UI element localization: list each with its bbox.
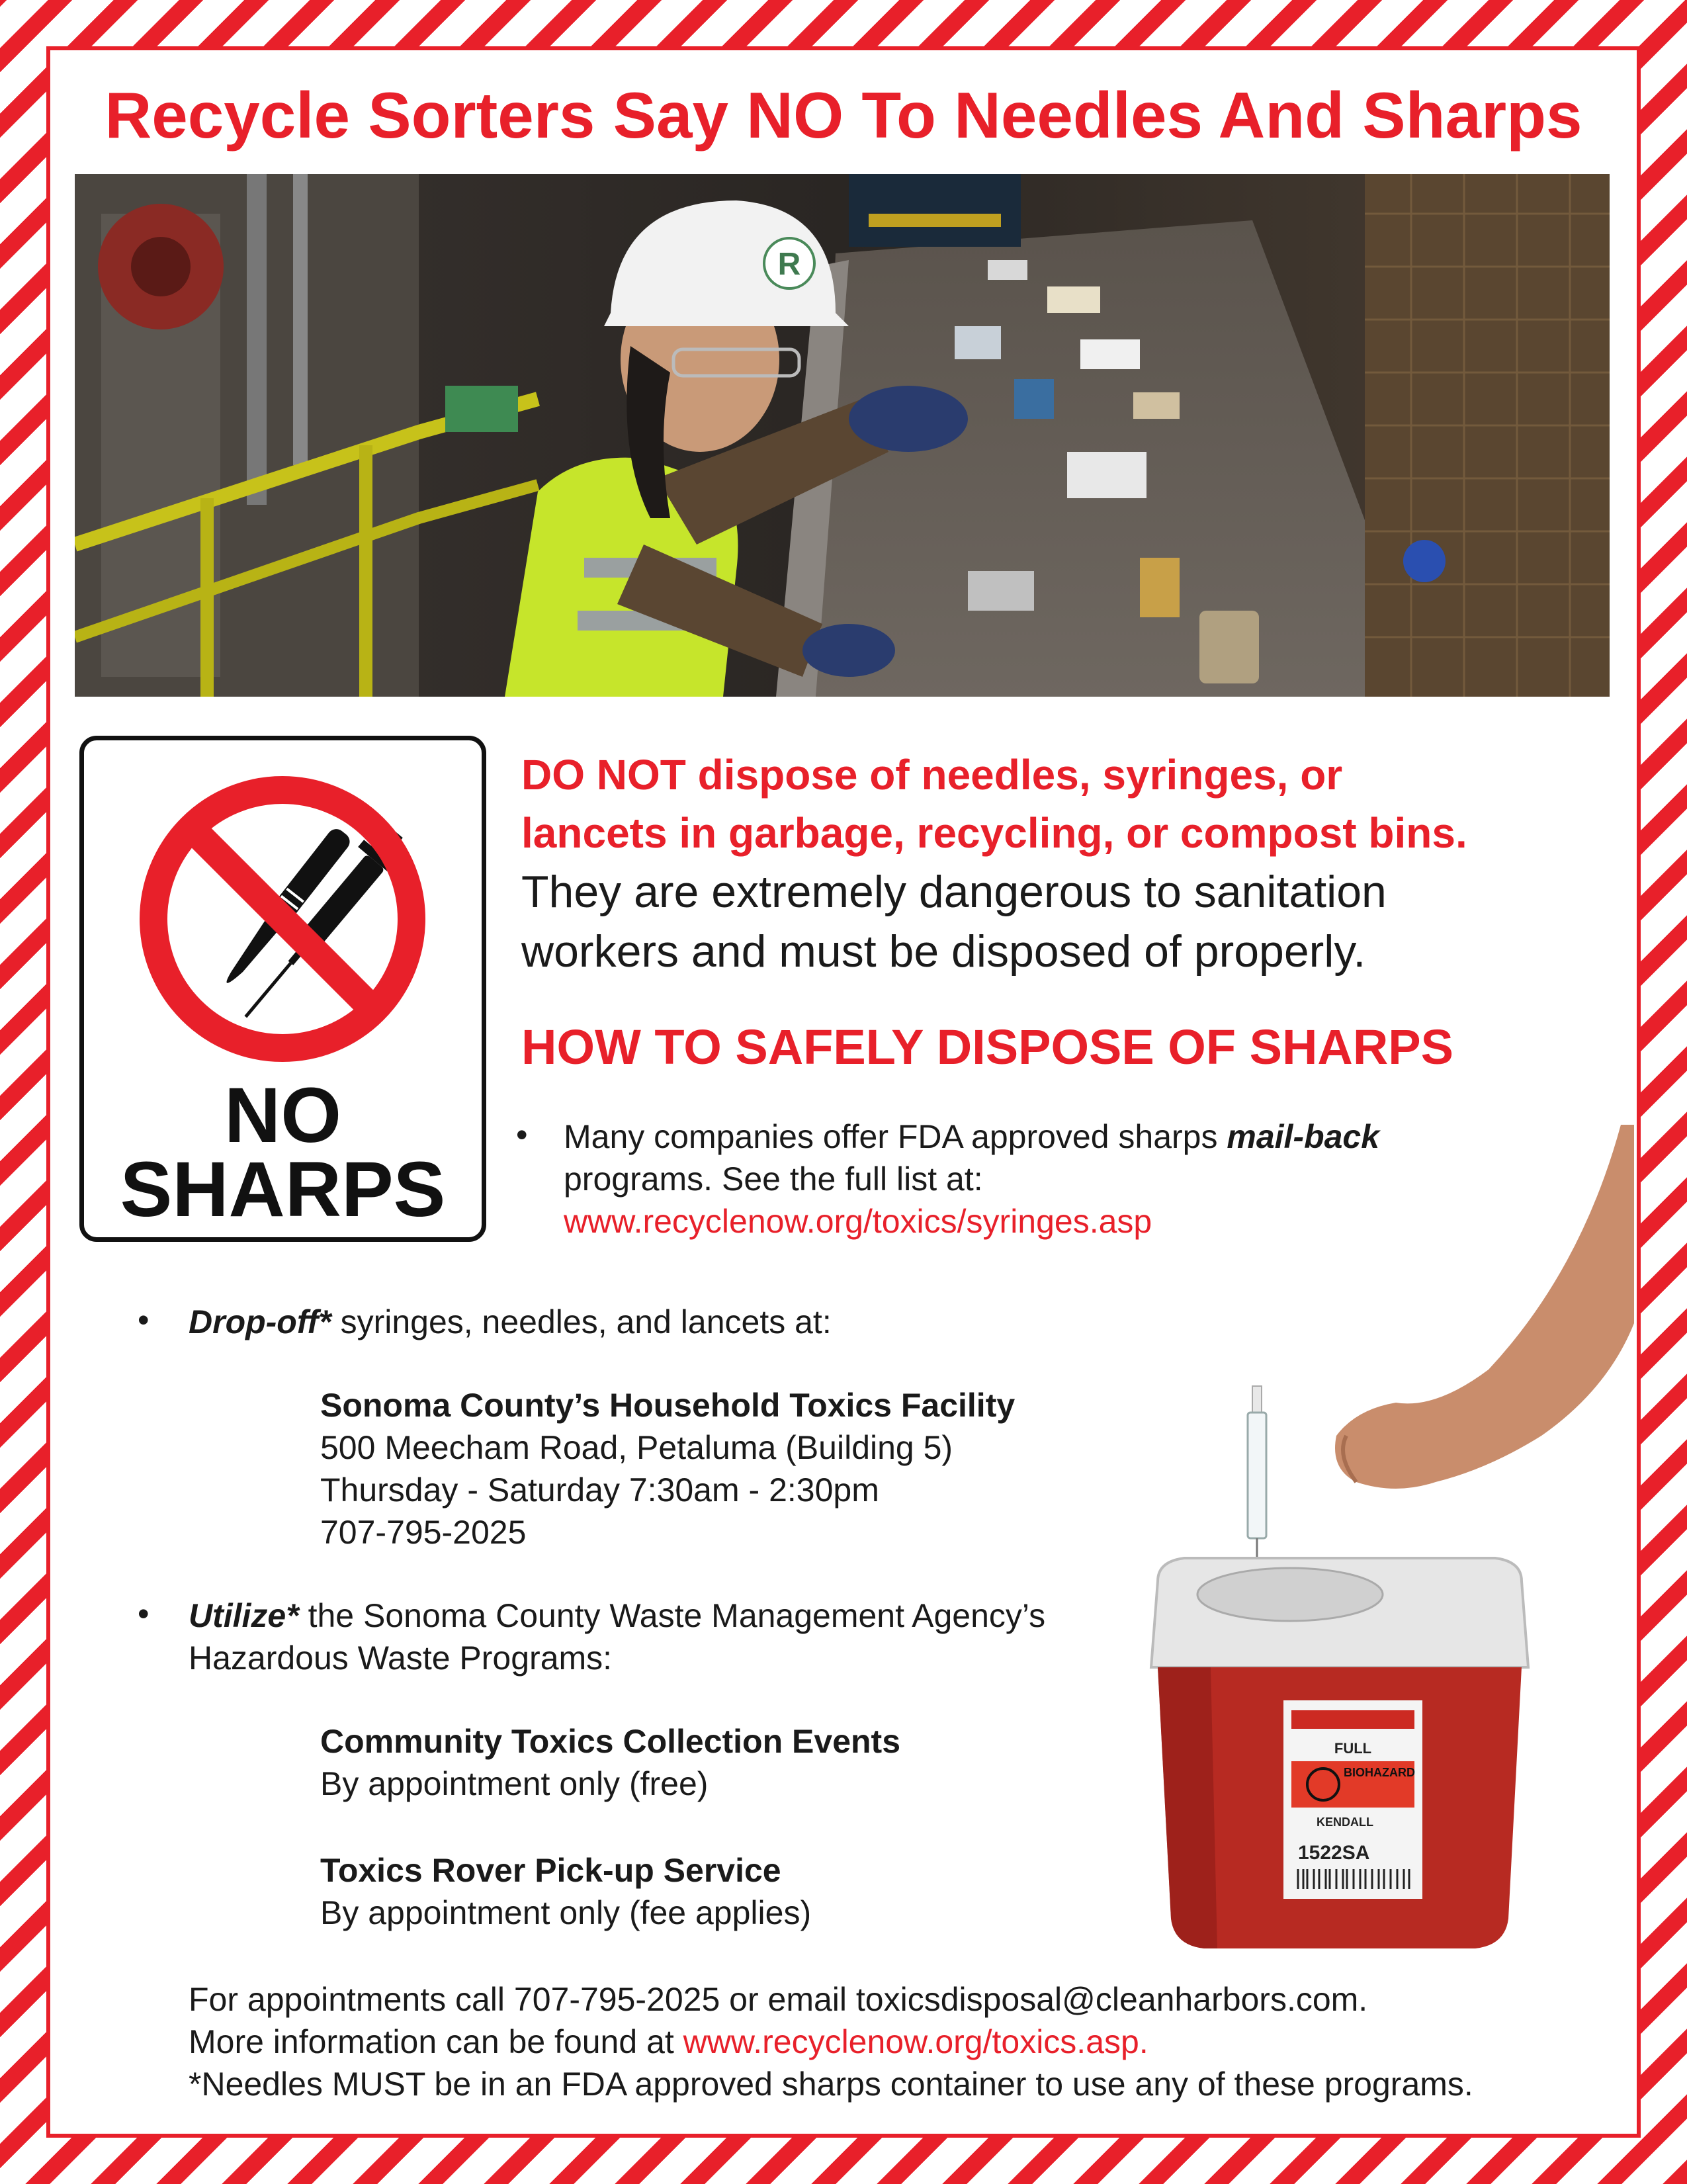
syringe-barrel bbox=[1248, 1413, 1266, 1538]
footer-line-3: *Needles MUST be in an FDA approved sharps container to use any of these programs. bbox=[189, 2066, 1473, 2103]
utilize-line-2: Hazardous Waste Programs: bbox=[189, 1639, 613, 1677]
page-title: Recycle Sorters Say NO To Needles And Sharps bbox=[105, 79, 1582, 152]
footer-line-2: More information can be found at bbox=[189, 2023, 683, 2060]
sign-text-no: NO bbox=[224, 1072, 341, 1159]
warning-red-line-2: lancets in garbage, recycling, or compost bins. bbox=[521, 809, 1467, 857]
facility-address: 500 Meecham Road, Petaluma (Building 5) bbox=[320, 1429, 953, 1466]
no-sharps-sign bbox=[79, 736, 486, 1242]
program-name: Toxics Rover Pick-up Service bbox=[320, 1852, 781, 1889]
syringes-link[interactable]: www.recyclenow.org/toxics/syringes.asp bbox=[564, 1203, 1152, 1240]
footer bbox=[189, 1978, 1611, 2105]
dropoff-item bbox=[189, 1301, 1181, 1343]
facility-hours: Thursday - Saturday 7:30am - 2:30pm bbox=[320, 1471, 879, 1508]
sign-text-sharps: SHARPS bbox=[120, 1146, 446, 1233]
warning-red-line-1: DO NOT dispose of needles, syringes, or bbox=[521, 751, 1343, 799]
dropoff-text: syringes, needles, and lancets at: bbox=[331, 1303, 832, 1340]
bullet-mailback: • bbox=[516, 1116, 528, 1153]
facility-phone: 707-795-2025 bbox=[320, 1514, 527, 1551]
program-1 bbox=[320, 1720, 1180, 1805]
warning-body bbox=[521, 862, 1633, 981]
footer-line-1: For appointments call 707-795-2025 or email toxicsdisposal@cleanharbors.com. bbox=[189, 1981, 1368, 2018]
warning-red bbox=[521, 746, 1633, 862]
bullet-dropoff: • bbox=[138, 1301, 150, 1338]
recycling-sorter-illustration bbox=[75, 174, 1610, 697]
program-detail: By appointment only (fee applies) bbox=[320, 1894, 812, 1931]
helmet-logo: R bbox=[777, 247, 801, 282]
utilize-text: the Sonoma County Waste Management Agency’s bbox=[298, 1597, 1046, 1634]
mailback-line-2: programs. See the full list at: bbox=[564, 1160, 983, 1198]
sharps-container-illustration bbox=[1118, 1125, 1634, 1958]
facility-name: Sonoma County’s Household Toxics Facility bbox=[320, 1387, 1016, 1424]
program-name: Community Toxics Collection Events bbox=[320, 1723, 901, 1760]
utilize-item bbox=[189, 1594, 1148, 1679]
label-model: 1522SA bbox=[1298, 1842, 1370, 1864]
warning-line-2: workers and must be disposed of properly. bbox=[521, 926, 1366, 977]
mailback-text: Many companies offer FDA approved sharps bbox=[564, 1118, 1227, 1155]
warning-line-1: They are extremely dangerous to sanitation bbox=[521, 867, 1387, 917]
no-sharps-icon bbox=[130, 767, 435, 1071]
syringe-plunger bbox=[1252, 1386, 1262, 1413]
howto-heading: HOW TO SAFELY DISPOSE OF SHARPS bbox=[521, 1020, 1453, 1074]
label-full: FULL bbox=[1334, 1740, 1372, 1757]
mailback-emphasis: mail-back bbox=[1227, 1118, 1380, 1155]
program-detail: By appointment only (free) bbox=[320, 1765, 709, 1802]
sorter-photo bbox=[75, 174, 1610, 697]
label-brand: KENDALL bbox=[1317, 1815, 1373, 1829]
dropoff-emphasis: Drop-off* bbox=[189, 1303, 331, 1340]
bullet-utilize: • bbox=[138, 1595, 150, 1632]
toxics-link[interactable]: www.recyclenow.org/toxics.asp. bbox=[683, 2023, 1148, 2060]
facility-block bbox=[320, 1384, 1180, 1553]
label-biohazard: BIOHAZARD bbox=[1344, 1766, 1415, 1779]
program-2 bbox=[320, 1849, 1180, 1934]
utilize-emphasis: Utilize* bbox=[189, 1597, 299, 1634]
